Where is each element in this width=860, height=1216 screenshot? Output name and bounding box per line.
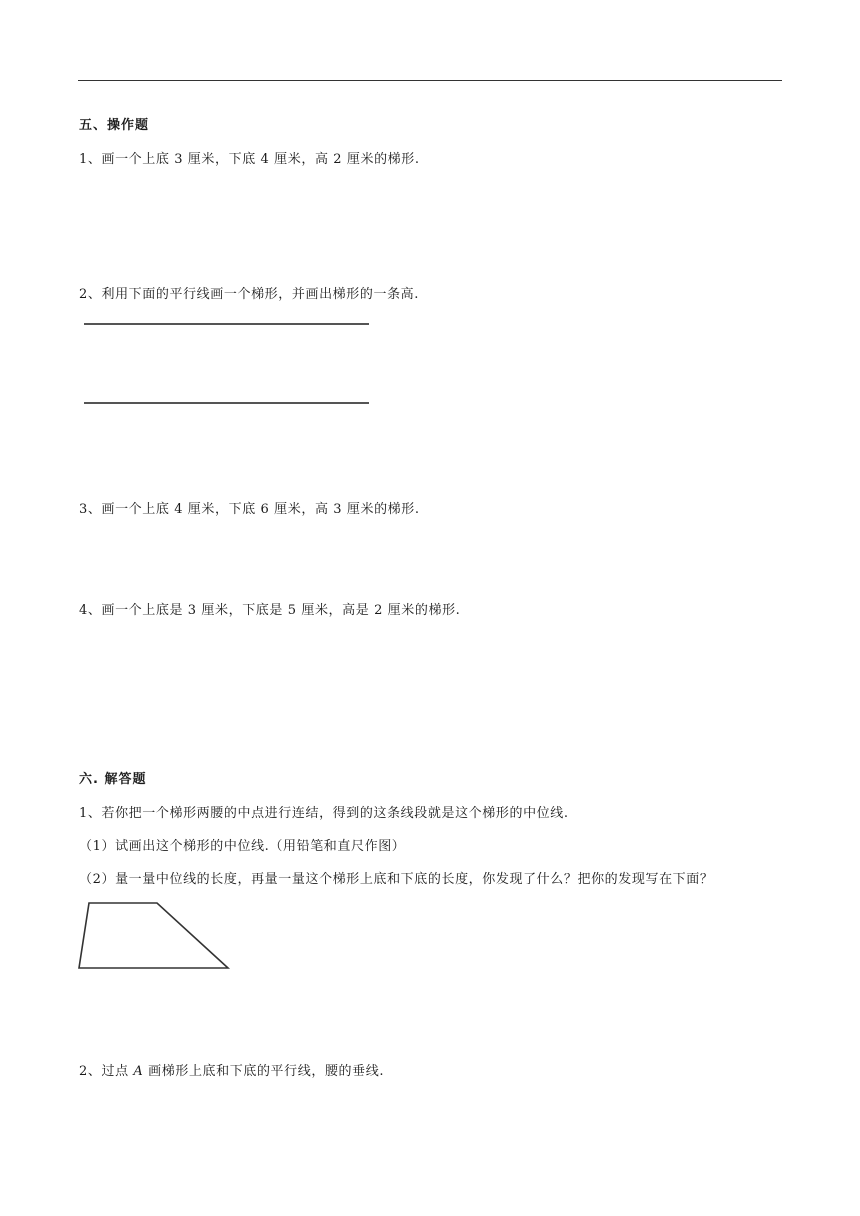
point-a-label: A [133,1064,144,1079]
question-5-3: 3、画一个上底 4 厘米，下底 6 厘米，高 3 厘米的梯形. [79,502,420,517]
question-6-2-suffix: 画梯形上底和下底的平行线，腰的垂线. [143,1064,385,1079]
question-6-2-prefix: 2、过点 [79,1064,134,1079]
question-6-1-part-2: （2）量一量中位线的长度，再量一量这个梯形上底和下底的长度，你发现了什么？把你的发现写在下面？ [79,872,714,887]
question-5-1: 1、画一个上底 3 厘米，下底 4 厘米，高 2 厘米的梯形. [79,152,420,167]
question-6-1-part-1: （1）试画出这个梯形的中位线.（用铅笔和直尺作图） [79,839,406,854]
question-5-4: 4、画一个上底是 3 厘米，下底是 5 厘米，高是 2 厘米的梯形. [79,603,461,618]
section-five-heading: 五、操作题 [79,118,150,133]
question-5-2: 2、利用下面的平行线画一个梯形，并画出梯形的一条高. [79,287,420,302]
question-6-1: 1、若你把一个梯形两腰的中点进行连结，得到的这条线段就是这个梯形的中位线. [79,806,569,821]
section-six-heading: 六. 解答题 [79,772,147,787]
question-6-2 [79,1060,384,1079]
trapezoid-figure [79,903,228,968]
